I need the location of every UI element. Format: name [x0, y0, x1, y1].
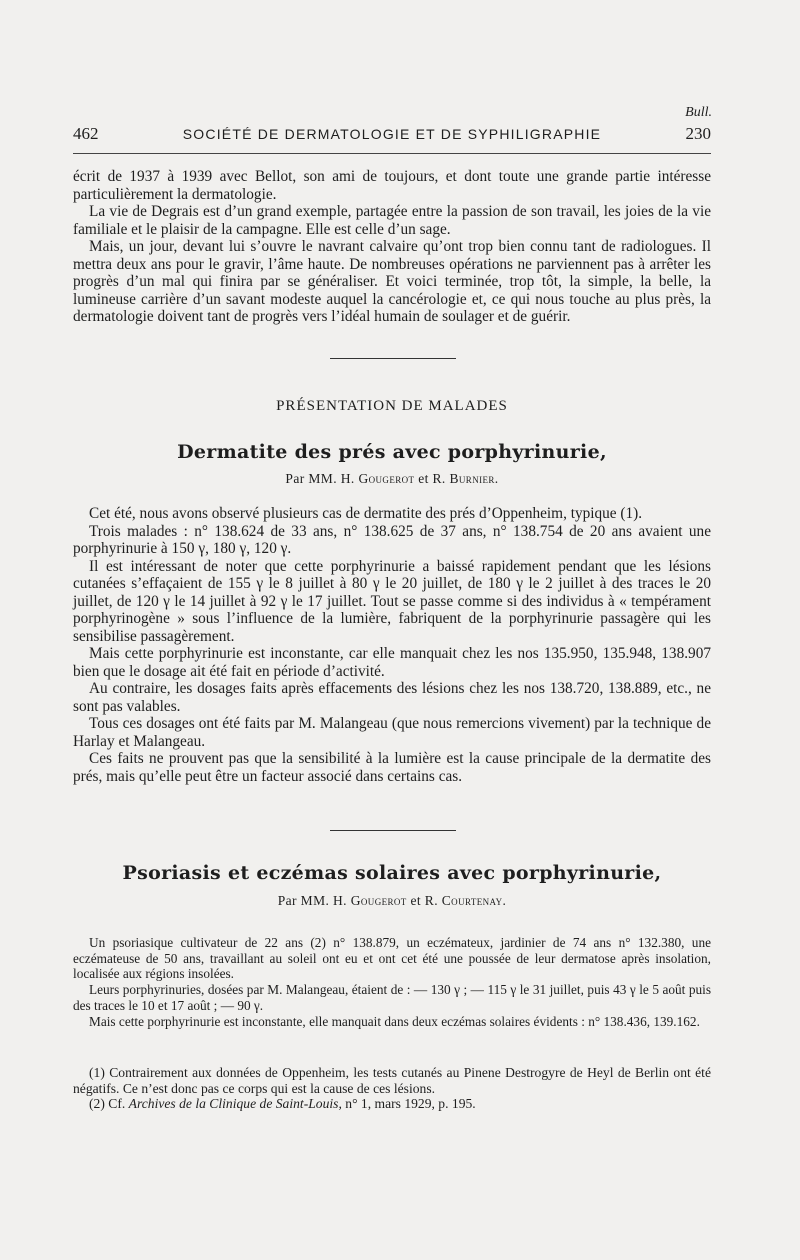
intro-paragraph: La vie de Degrais est d’un grand exemple, partagée entre la passion de son travail, les joies de la vie familiale et le plaisir de la campagne. Elle est celle d’un sage.	[73, 203, 711, 238]
body-paragraph: Il est intéressant de noter que cette porphyrinurie a baissé rapidement pendant que les lésions cutanées s’effaçaient de 155 γ le 8 juillet à 80 γ le 20 juillet, de 180 γ le 2 juillet à des traces le 20 juillet, de 120 γ le 14 juillet à 92 γ le 17 juillet. Tout se passe comme si des individus à « tempérament porphyrinogène » sous l’influence de la lumière, fabriquent de la porphyrinurie passagère qui les sensibilise passagèrement.	[73, 557, 711, 645]
body-paragraph: Un psoriasique cultivateur de 22 ans (2) n° 138.879, un eczémateux, jardinier de 74 ans n° 132.380, une eczémateuse de 50 ans, travaillant au soleil ont eu et ont cet été une poussée de leur dermatose après insolation, localisée aux régions insolées.	[73, 935, 711, 982]
author-name: Gougerot	[350, 893, 407, 908]
page-number-left: 462	[73, 124, 99, 143]
article-2-byline	[73, 893, 711, 909]
running-header	[73, 124, 711, 144]
intro-text	[73, 168, 711, 326]
separator-rule	[330, 358, 456, 359]
footnote-prefix: (2) Cf.	[89, 1096, 126, 1112]
body-paragraph: Ces faits ne prouvent pas que la sensibilité à la lumière est la cause principale de la dermatite des prés, mais qu’elle peut être un facteur associé dans certains cas.	[73, 750, 711, 785]
byline-conjunction: et R.	[418, 471, 446, 486]
footnote: (1) Contrairement aux données de Oppenheim, les tests cutanés au Pinene Destrogyre de Heyl de Berlin ont été négatifs. Ce n’est donc pas ce corps qui est la cause de ces lésions.	[73, 1065, 711, 1096]
page-number-right: 230	[685, 124, 711, 143]
separator-rule	[330, 830, 456, 831]
byline-conjunction: et R.	[410, 893, 438, 908]
footnote	[73, 1096, 711, 1112]
byline-prefix: Par MM. H.	[277, 893, 347, 908]
byline-prefix: Par MM. H.	[285, 471, 355, 486]
body-paragraph: Cet été, nous avons observé plusieurs cas de dermatite des prés d’Oppenheim, typique (1).	[89, 505, 643, 522]
body-paragraph: Au contraire, les dosages faits après effacements des lésions chez les nos 138.720, 138.889, etc., ne sont pas valables.	[73, 680, 711, 715]
article-2-title: Psoriasis et eczémas solaires avec porphyrinurie,	[122, 862, 662, 884]
journal-abbrev: Bull.	[685, 105, 712, 120]
author-name: Courtenay.	[441, 893, 507, 908]
body-paragraph: Trois malades : n° 138.624 de 33 ans, n° 138.625 de 37 ans, n° 138.754 de 20 ans avaient une porphyrinurie à 150 γ, 180 γ, 120 γ.	[73, 522, 711, 557]
body-paragraph: Tous ces dosages ont été faits par M. Malangeau (que nous remercions vivement) par la technique de Harlay et Malangeau.	[73, 715, 711, 750]
intro-paragraph: Mais, un jour, devant lui s’ouvre le navrant calvaire qu’ont trop bien connu tant de radiologues. Il mettra deux ans pour le gravir, l’âme haute. De nombreuses opérations ne parviennent pas à arrêter les progrès d’un mal qui finira par se généraliser. Et voici terminée, trop tôt, la simple, la belle, la lumineuse carrière d’un savant modeste auquel la cancérologie et, ce qui nous touche au plus près, la dermatologie doivent tant de progrès vers l’idéal humain de soulager et de guérir.	[73, 238, 711, 325]
article-1-title: Dermatite des prés avec porphyrinurie,	[177, 441, 607, 463]
body-paragraph: Leurs porphyrinuries, dosées par M. Malangeau, étaient de : — 130 γ ; — 115 γ le 31 juillet, puis 43 γ le 5 août puis des traces le 10 et 17 août ; — 90 γ.	[73, 982, 711, 1013]
body-paragraph: Mais cette porphyrinurie est inconstante, elle manquait dans deux eczémas solaires évidents : n° 138.436, 139.162.	[89, 1013, 700, 1029]
section-title: PRÉSENTATION DE MALADES	[276, 398, 508, 414]
article-2-body	[73, 935, 711, 1029]
author-name: Gougerot	[358, 471, 415, 486]
footnote-suffix: n° 1, mars 1929, p. 195.	[345, 1096, 476, 1112]
header-rule	[73, 153, 711, 154]
intro-paragraph: écrit de 1937 à 1939 avec Bellot, son ami de toujours, et dont toute une grande partie intéresse particulièrement la dermatologie.	[73, 168, 711, 203]
running-title: SOCIÉTÉ DE DERMATOLOGIE ET DE SYPHILIGRAPHIE	[182, 126, 602, 142]
footnote-journal: Archives de la Clinique de Saint-Louis,	[128, 1096, 342, 1112]
article-1-body	[73, 505, 711, 785]
article-1-byline	[73, 471, 711, 487]
author-name: Burnier.	[449, 471, 499, 486]
footnotes	[73, 1065, 711, 1112]
body-paragraph: Mais cette porphyrinurie est inconstante, car elle manquait chez les nos 135.950, 135.948, 138.907 bien que le dosage ait été fait en période d’activité.	[73, 645, 711, 680]
